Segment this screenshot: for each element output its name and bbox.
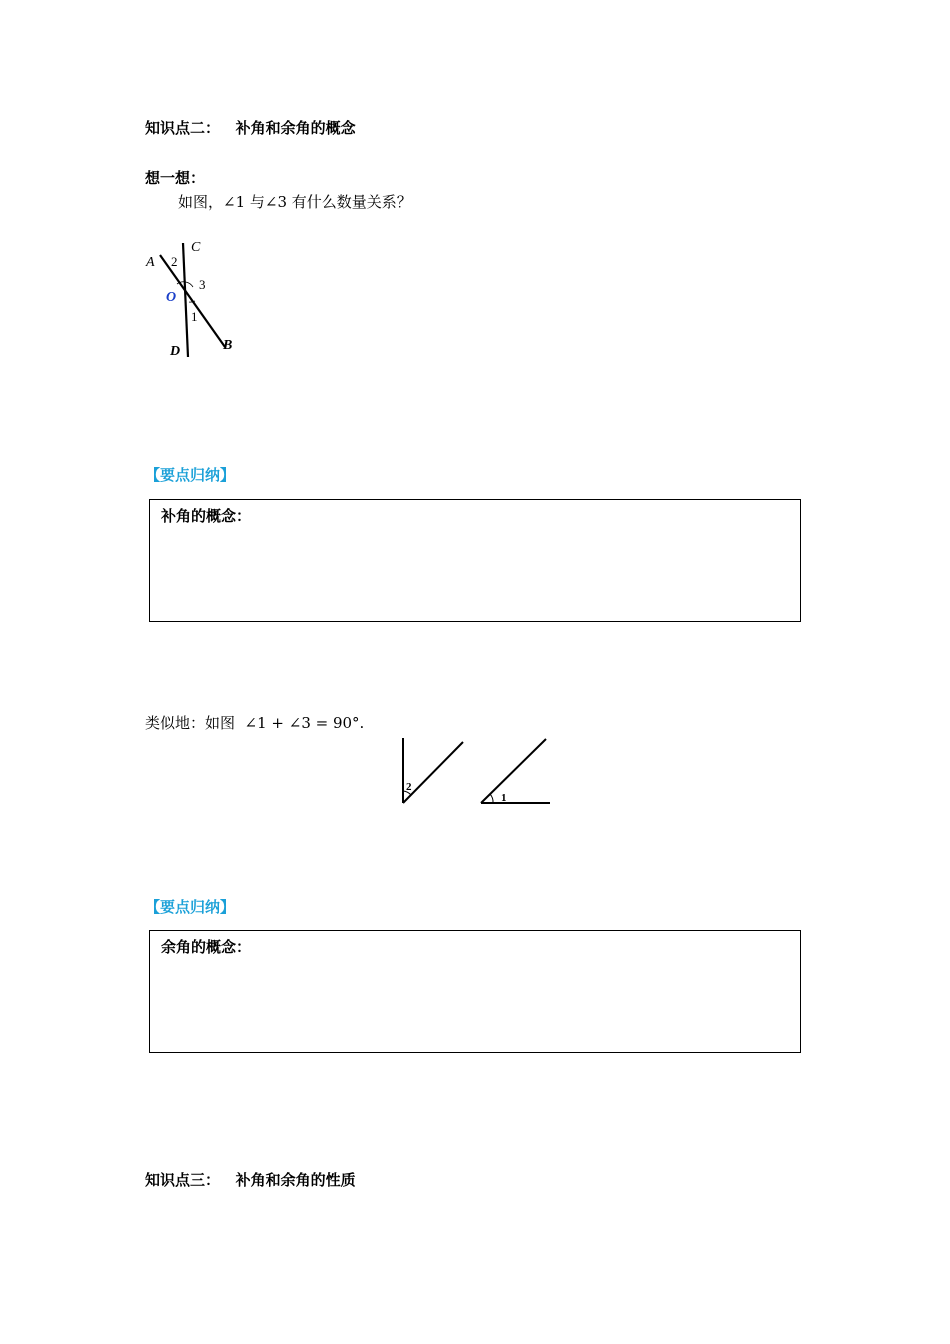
complementary-angles-figure	[395, 733, 560, 811]
supplementary-concept-box[interactable]	[149, 499, 801, 622]
angle-2-small-label: 2	[406, 781, 412, 793]
section-heading-3: 知识点三： 补角和余角的性质	[145, 1171, 356, 1189]
label-b: B	[223, 338, 233, 353]
box-label-complementary: 余角的概念：	[161, 938, 252, 956]
summary-title-2: 【要点归纳】	[145, 898, 236, 916]
angle-3-label: 3	[199, 277, 206, 292]
complementary-concept-box[interactable]	[149, 930, 801, 1053]
label-c: C	[191, 240, 201, 255]
section-heading-2: 知识点二： 补角和余角的概念	[145, 119, 356, 137]
label-a: A	[146, 255, 155, 270]
angle-2-label: 2	[171, 254, 178, 269]
angle-1-small-label: 1	[501, 792, 507, 804]
think-label: 想一想：	[145, 169, 206, 187]
question-text: 如图，∠1 与∠3 有什么数量关系？	[178, 193, 412, 211]
angle-1-small-arc	[490, 794, 493, 803]
angle1-slanted-ray	[481, 739, 546, 803]
intersecting-lines-figure	[140, 235, 250, 365]
summary-title-1: 【要点归纳】	[145, 466, 236, 484]
label-d: D	[170, 344, 181, 359]
similar-text: 类似地：如图 ∠1 + ∠3 = 90°.	[145, 714, 365, 732]
label-o: O	[166, 290, 177, 305]
angle-1-label: 1	[191, 309, 198, 324]
line-cd	[183, 243, 188, 357]
angle2-slanted-ray	[403, 742, 463, 803]
box-label-supplementary: 补角的概念：	[161, 507, 252, 525]
